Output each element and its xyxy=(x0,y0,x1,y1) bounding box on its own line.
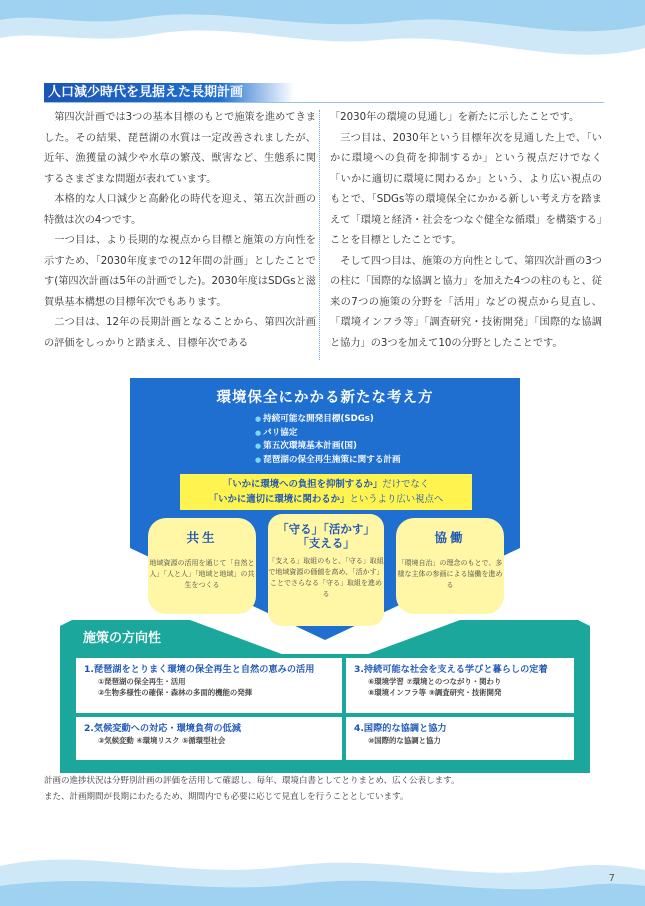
bottom-wave-decoration xyxy=(0,826,645,906)
footnote xyxy=(44,773,614,805)
concept-box-description: 「支える」取組のもと、「守る」取組で地域資源の価値を高め、「活かす」ことでさらなる「守る」取組を進める xyxy=(268,557,384,598)
body-paragraph: 「2030年の環境の見通し」を新たに示したことです。 xyxy=(330,112,580,123)
body-paragraph: 二つ目は、12年の長期計画となることから、第四次計画の評価をしっかりと踏まえ、目標年次である xyxy=(44,317,316,349)
policy-heading: 施策の方向性 xyxy=(83,631,162,646)
body-paragraph: 一つ目は、より長期的な視点から目標と施策の方向性を示すため、「2030年度までの12年間の計画」としたことです(第四次計画は5年の計画でした)。2030年度はSDGsと滋賀県基本構想の目標年次でもあります。 xyxy=(44,235,316,308)
policy-cell xyxy=(346,658,574,713)
perspective-line2-bold: 「いかに適切に環境に関わるか」 xyxy=(208,494,350,505)
body-paragraph: 三つ目は、2030年という目標年次を見通した上で、「いかに環境への負荷を抑制するか」という視点だけでなく「いかに適切に環境に関わるか」という、より広い視点のもとで、「SDGs等の環境保全にかかる新しい考え方を踏まえて「環境と経済・社会をつなぐ健全な循環」を構築する」ことを目標としたことです。 xyxy=(330,132,602,246)
policy-cell-item: ⑧環境インフラ等 ⑨調査研究・技術開発 xyxy=(368,688,502,697)
policy-cell xyxy=(76,658,342,713)
body-paragraph: 第四次計画では3つの基本目標のもとで施策を進めてきました。その結果、琵琶湖の水質は一定改善されましたが、近年、漁獲量の減少や水草の繁茂、獣害など、生態系に関するさまざまな問題が表れています。 xyxy=(44,112,316,185)
policy-cell-item: ⑥環境学習 ⑦環境とのつながり・関わり xyxy=(368,677,502,686)
diagram-bullet-item: ● 持続可能な開発目標(SDGs) xyxy=(255,413,401,427)
policy-cell-item: ①琵琶湖の保全再生・活用 xyxy=(98,677,186,686)
concept-diagram xyxy=(60,378,590,773)
concept-box-title: 協働 xyxy=(434,530,466,545)
top-wave-decoration xyxy=(0,0,645,80)
diagram-bullet-item: ● パリ協定 xyxy=(255,427,401,441)
policy-cell-heading: 1.琵琶湖をとりまく環境の保全再生と自然の恵みの活用 xyxy=(84,664,315,675)
body-paragraph: 本格的な人口減少と高齢化の時代を迎え、第五次計画の特徴は次の4つです。 xyxy=(44,194,316,226)
policy-cell-heading: 2.気候変動への対応・環境負荷の低減 xyxy=(84,723,241,734)
policy-grid xyxy=(72,654,578,764)
concept-box-description: 地域資源の活用を通じて「自然と人」「人と人」「地域と地域」の共生をつくる xyxy=(149,559,255,589)
footnote-line: また、計画期間が長期にわたるため、期間内でも必要に応じて見直しを行うこととしています。 xyxy=(44,792,409,802)
concept-box-description: 「環境自治」の理念のもとで、多様な主体の参画による協働を進める xyxy=(397,559,503,589)
concept-box-kyosei xyxy=(148,518,256,614)
policy-cell-item: ⑩国際的な協調と協力 xyxy=(368,736,441,745)
section-title-underline xyxy=(44,102,604,103)
policy-cell-item: ②生物多様性の確保・森林の多面的機能の発揮 xyxy=(98,688,253,697)
policy-cell-item: ③気候変動 ④環境リスク ⑤循環型社会 xyxy=(98,736,226,745)
policy-cell xyxy=(76,717,342,760)
concept-box-kyodo xyxy=(396,518,504,614)
concept-box-title: 共生 xyxy=(186,530,218,545)
diagram-bullet-item: ● 第五次環境基本計画(国) xyxy=(255,440,401,454)
diagram-bullet-item: ● 琵琶湖の保全再生施策に関する計画 xyxy=(255,454,401,468)
policy-cell xyxy=(346,717,574,760)
policy-cell-heading: 4.国際的な協調と協力 xyxy=(354,723,447,734)
concept-box-title-1: 「守る」「活かす」 xyxy=(277,522,375,536)
column-divider xyxy=(319,110,320,360)
concept-box-title-2: 「支える」 xyxy=(297,536,355,550)
footnote-line: 計画の進捗状況は分野別計画の評価を活用して確認し、毎年、環境白書としてとりまとめ、広く公表します。 xyxy=(44,776,460,786)
diagram-bullet-list xyxy=(255,413,401,467)
body-right-column xyxy=(330,108,602,354)
perspective-line1-bold: 「いかに環境への負担を抑制するか」 xyxy=(222,479,383,490)
policy-cell-heading: 3.持続可能な社会を支える学びと暮らしの定着 xyxy=(354,664,548,675)
perspective-line1-rest: だけでなく xyxy=(382,479,430,490)
page-number: 7 xyxy=(608,873,615,884)
concept-box-mamoru xyxy=(268,514,384,626)
diagram-title: 環境保全にかかる新たな考え方 xyxy=(216,390,434,406)
perspective-line2-rest: というより広い視点へ xyxy=(349,494,444,505)
section-title: 人口減少時代を見据えた長期計画 xyxy=(44,83,294,102)
body-left-column xyxy=(44,108,316,354)
body-paragraph: そして四つ目は、施策の方向性として、第四次計画の3つの柱に「国際的な協調と協力」を加えた4つの柱のもと、従来の7つの施策の分野を「活用」などの視点から見直し、「環境インフラ等」「調査研究・技術開発」「国際的な協調と協力」の3つを加えて10の分野としたことです。 xyxy=(330,255,602,349)
perspective-banner xyxy=(180,474,472,510)
